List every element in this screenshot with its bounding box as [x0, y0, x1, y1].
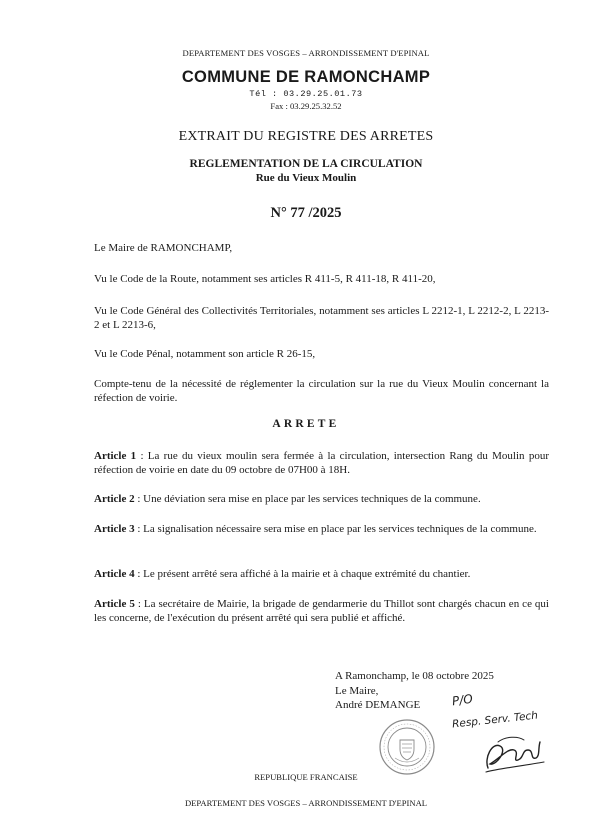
footer-department-line: DEPARTEMENT DES VOSGES – ARRONDISSEMENT D'EPINAL: [184, 798, 428, 808]
article-label: Article 2: [94, 493, 135, 505]
signature-place-date: A Ramonchamp, le 08 octobre 2025: [335, 670, 494, 682]
header-department-line: DEPARTEMENT DES VOSGES – ARRONDISSEMENT D'EPINAL: [182, 48, 430, 58]
article-5: [94, 597, 549, 625]
preamble-code-route: Vu le Code de la Route, notamment ses articles R 411-5, R 411-18, R 411-20,: [94, 273, 436, 285]
article-label: Article 1: [94, 450, 137, 462]
article-label: Article 5: [94, 598, 135, 610]
commune-title: COMMUNE DE RAMONCHAMP: [181, 68, 431, 86]
extrait-heading: EXTRAIT DU REGISTRE DES ARRETES: [178, 129, 434, 144]
telephone-line: Tél : 03.29.25.01.73: [249, 89, 363, 99]
article-text: : La rue du vieux moulin sera fermée à la circulation, intersection Rang du Moulin pour réfection de voirie en date du 09 octobre de 07H00 à 18H.: [94, 450, 549, 476]
article-3: [94, 522, 549, 536]
article-label: Article 3: [94, 523, 135, 535]
preamble-cgct: Vu le Code Général des Collectivités Territoriales, notamment ses articles L 2212-1, L 2212-2, L 2213-2 et L 2213-6,: [94, 305, 549, 331]
preamble-maire: Le Maire de RAMONCHAMP,: [94, 242, 233, 254]
reglementation-heading: REGLEMENTATION DE LA CIRCULATION: [189, 158, 423, 170]
preamble-code-penal: Vu le Code Pénal, notamment son article R 26-15,: [94, 348, 316, 360]
article-text: : Une déviation sera mise en place par les services techniques de la commune.: [134, 493, 481, 505]
article-label: Article 4: [94, 568, 135, 580]
street-name: Rue du Vieux Moulin: [255, 172, 357, 184]
signature-role: Le Maire,: [335, 685, 379, 697]
arrete-number: N° 77 /2025: [270, 205, 342, 221]
handwritten-po: P/O: [451, 691, 474, 709]
fax-line: Fax : 03.29.25.32.52: [270, 101, 342, 111]
article-text: : La secrétaire de Mairie, la brigade de gendarmerie du Thillot sont chargés chacun en ce qui les concerne, de l'exécution du présent arrêté qui sera publié et affiché.: [94, 598, 549, 624]
article-1: [94, 449, 549, 477]
signature-name: André DEMANGE: [335, 699, 421, 711]
article-text: : La signalisation nécessaire sera mise en place par les services techniques de la commune.: [134, 523, 537, 535]
article-2: [94, 492, 549, 506]
official-stamp-seal: [378, 718, 436, 776]
handwritten-resp-serv-tech: Resp. Serv. Tech: [451, 709, 539, 731]
footer-republique: REPUBLIQUE FRANCAISE: [254, 772, 358, 782]
article-text: : Le présent arrêté sera affiché à la mairie et à chaque extrémité du chantier.: [134, 568, 471, 580]
arrete-heading: ARRETE: [272, 418, 340, 430]
preamble-compte-tenu: Compte-tenu de la nécessité de réglementer la circulation sur la rue du Vieux Moulin concernant la réfection de voirie.: [94, 378, 549, 404]
article-4: [94, 567, 549, 581]
